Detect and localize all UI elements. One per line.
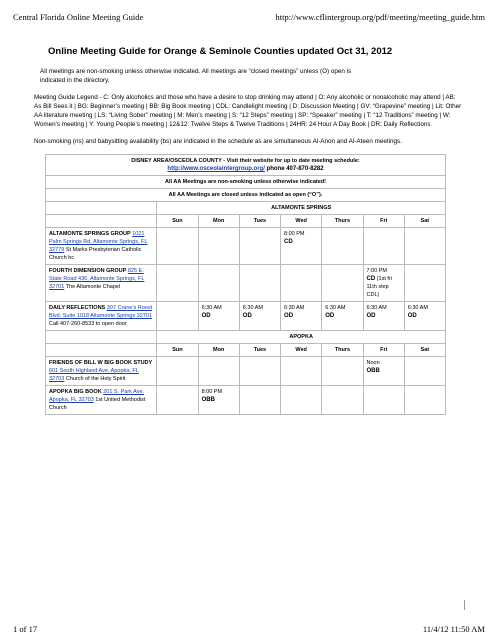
group-location: St Marks Presbyterian Catholic Church hc bbox=[49, 247, 142, 261]
group-info-cell bbox=[46, 386, 157, 415]
group-name: FOURTH DIMENSION GROUP bbox=[49, 268, 127, 274]
meeting-time: 6:30 AM bbox=[242, 305, 263, 311]
meeting-time-cell bbox=[281, 228, 322, 265]
group-location: The Altamonte Chapel bbox=[65, 284, 121, 290]
day-header: Sat bbox=[404, 344, 445, 357]
meeting-time: 7:00 PM bbox=[366, 268, 387, 274]
meeting-type-code: CD bbox=[284, 239, 293, 245]
meeting-time-cell bbox=[322, 228, 363, 265]
group-info-cell bbox=[46, 228, 157, 265]
group-info-cell bbox=[46, 265, 157, 302]
group-name: ALTAMONTE SPRINGS GROUP bbox=[49, 231, 131, 237]
meeting-time-cell bbox=[157, 265, 198, 302]
meeting-type-code: OD bbox=[242, 313, 252, 319]
day-header: Sat bbox=[404, 215, 445, 228]
intro-paragraph bbox=[40, 67, 464, 85]
day-header: Sun bbox=[157, 215, 198, 228]
meeting-type-code: OD bbox=[366, 313, 376, 319]
meeting-time-cell bbox=[239, 228, 280, 265]
banner-row bbox=[46, 155, 446, 176]
meeting-time-cell bbox=[281, 265, 322, 302]
meeting-time-cell bbox=[322, 302, 363, 331]
nonsmoking-notice: All AA Meetings are non-smoking unless otherwise indicated! bbox=[46, 176, 446, 189]
meeting-time-cell bbox=[281, 302, 322, 331]
day-header: Fri bbox=[363, 344, 404, 357]
day-header: Mon bbox=[198, 344, 239, 357]
print-header-url: http://www.cflintergroup.org/pdf/meeting/meeting_guide.htm bbox=[275, 12, 485, 22]
meeting-type-code: CD bbox=[366, 276, 376, 282]
meeting-time-cell bbox=[363, 228, 404, 265]
meeting-time-cell bbox=[198, 302, 239, 331]
meeting-time-cell bbox=[157, 228, 198, 265]
meeting-time: 6:30 AM bbox=[407, 305, 428, 311]
meeting-time-cell bbox=[157, 357, 198, 386]
group-name: FRIENDS OF BILL W BIG BOOK STUDY bbox=[49, 360, 153, 366]
meeting-type-code: OD bbox=[325, 313, 335, 319]
day-header: Thurs bbox=[322, 344, 363, 357]
osceola-phone: phone 407-870-8282 bbox=[266, 166, 324, 172]
group-name: DAILY REFLECTIONS bbox=[49, 305, 106, 311]
meeting-time-cell bbox=[322, 357, 363, 386]
group-location: Church of the Holy Spirit bbox=[65, 376, 126, 382]
meeting-time-cell bbox=[322, 386, 363, 415]
meeting-time-cell bbox=[198, 386, 239, 415]
group-info-cell bbox=[46, 357, 157, 386]
meeting-time-cell bbox=[363, 357, 404, 386]
page-number: 1 of 17 bbox=[13, 624, 38, 634]
area-header-spacer bbox=[46, 202, 157, 215]
day-header: Wed bbox=[281, 344, 322, 357]
meeting-time-cell bbox=[198, 357, 239, 386]
meeting-time-cell bbox=[157, 302, 198, 331]
meeting-time-cell bbox=[239, 357, 280, 386]
meeting-row bbox=[46, 228, 446, 265]
meeting-type-code: OBB bbox=[201, 397, 215, 403]
day-header: Sun bbox=[157, 344, 198, 357]
meeting-time-cell bbox=[404, 228, 445, 265]
intro-line-2: indicated in the directory. bbox=[40, 77, 110, 84]
day-header-row bbox=[46, 215, 446, 228]
meeting-guide-legend: Meeting Guide Legend - C: Only alcoholics and those who have a desire to stop drinking may attend | O: Any alcoholic or nonalcoholic may attend | AB: As Bill Sees it | BG: Beginner’s meeting | BB: Big Book meeting | CDL: Candlelight meeting | D: Discussion Meeting | GV: “Grapevine” meeting | Lit: Other AA literature meeting | LS: “Living Sober” meeting | M: Men’s meeting | S: “12 Steps” meeting | SP: “Speaker” meeting | T: “12 Traditions” meeting | W: Women’s meeting | Y: Young People’s meeting | 12&12: Twelve Steps & Twelve Traditions | 24HR: 24 Hour A Day Book | DR: Daily Reflections bbox=[34, 94, 462, 128]
meeting-time: 6:30 AM bbox=[284, 305, 305, 311]
meeting-time: 6:30 AM bbox=[201, 305, 222, 311]
area-header-spacer bbox=[46, 331, 157, 344]
meeting-time: 8:00 PM bbox=[201, 389, 223, 395]
group-address-link[interactable]: 601 South Highland Ave. Apopka, FL 32703 bbox=[49, 368, 139, 382]
meeting-time: 6:30 AM bbox=[366, 305, 387, 311]
group-name: APOPKA BIG BOOK bbox=[49, 389, 102, 395]
group-address-link[interactable]: 201 S. Park Ave. Apopka, FL 32703 bbox=[49, 389, 145, 403]
meeting-time-cell bbox=[281, 386, 322, 415]
closed-row bbox=[46, 189, 446, 202]
meeting-time-cell bbox=[239, 302, 280, 331]
day-header: Wed bbox=[281, 215, 322, 228]
day-header: Mon bbox=[198, 215, 239, 228]
group-location: Call 407-260-8533 to open door bbox=[49, 321, 127, 327]
day-header: Tues bbox=[239, 215, 280, 228]
meeting-note: (1st fri 11th step CDL) bbox=[366, 276, 392, 298]
meeting-time-cell bbox=[239, 265, 280, 302]
meeting-time: 8:00 PM bbox=[284, 231, 305, 237]
meeting-time: Noon bbox=[366, 360, 380, 366]
area-header-row bbox=[46, 202, 446, 215]
meeting-time-cell bbox=[363, 302, 404, 331]
intro-line-1: All meetings are non-smoking unless otherwise indicated. All meetings are “closed meetings” unless (O) open is bbox=[40, 68, 352, 75]
nonsmoking-note: Non-smoking (ns) and babysitting availability (bs) are indicated in the schedule as are simultaneous Al-Anon and Al-Ateen meetings. bbox=[34, 138, 402, 145]
meeting-type-code: OD bbox=[284, 313, 294, 319]
meeting-time-cell bbox=[404, 265, 445, 302]
meeting-time-cell bbox=[157, 386, 198, 415]
day-header: Tues bbox=[239, 344, 280, 357]
group-info-cell bbox=[46, 302, 157, 331]
meeting-time-cell bbox=[363, 265, 404, 302]
area-heading: APOPKA bbox=[157, 331, 446, 344]
meeting-time-cell bbox=[404, 386, 445, 415]
document-body bbox=[34, 40, 464, 415]
meeting-time-cell bbox=[281, 357, 322, 386]
day-header-spacer bbox=[46, 215, 157, 228]
print-datetime: 11/4/12 11:50 AM bbox=[422, 624, 485, 634]
print-header-title: Central Florida Online Meeting Guide bbox=[13, 12, 144, 22]
day-header: Fri bbox=[363, 215, 404, 228]
meeting-time-cell bbox=[198, 228, 239, 265]
meeting-type-code: OD bbox=[201, 313, 211, 319]
nonsmoking-row bbox=[46, 176, 446, 189]
meeting-time-cell bbox=[322, 265, 363, 302]
meeting-type-code: OD bbox=[407, 313, 417, 319]
area-header-row bbox=[46, 331, 446, 344]
meeting-time-cell bbox=[198, 265, 239, 302]
meeting-time: 6:30 AM bbox=[325, 305, 346, 311]
meeting-schedule-table bbox=[45, 154, 446, 415]
osceola-intergroup-link[interactable]: http://www.osceolaintergroup.org/ bbox=[167, 166, 265, 172]
day-header-spacer bbox=[46, 344, 157, 357]
group-address-link[interactable]: 307 Crane's Roost Blvd. Suite 1018 Altamonte Springs 32701 bbox=[49, 305, 153, 319]
group-address-link[interactable]: 825 E. State Road 436, Altamonte Springs, FL 32701 bbox=[49, 268, 145, 290]
meeting-type-code: OBB bbox=[366, 368, 380, 374]
group-location: 1st United Methodist Church bbox=[49, 397, 146, 411]
closed-notice: All AA Meetings are closed unless indicated as open (“O”). bbox=[46, 189, 446, 202]
meeting-row bbox=[46, 302, 446, 331]
area-heading: ALTAMONTE SPRINGS bbox=[157, 202, 446, 215]
meeting-time-cell bbox=[404, 357, 445, 386]
meeting-time-cell bbox=[363, 386, 404, 415]
osceola-banner-text: DISNEY AREA/OSCEOLA COUNTY - Visit their website for up to date meeting schedule: bbox=[131, 158, 360, 164]
page-title: Online Meeting Guide for Orange & Seminole Counties updated Oct 31, 2012 bbox=[48, 46, 393, 57]
osceola-banner bbox=[46, 155, 446, 176]
group-address-link[interactable]: 1021 Palm Springs Rd, Altamonte Springs, FL 32779 bbox=[49, 231, 148, 253]
meeting-time-cell bbox=[239, 386, 280, 415]
day-header: Thurs bbox=[322, 215, 363, 228]
meeting-row bbox=[46, 265, 446, 302]
meeting-row bbox=[46, 386, 446, 415]
meeting-time-cell bbox=[404, 302, 445, 331]
day-header-row bbox=[46, 344, 446, 357]
page-edge-marker bbox=[464, 600, 467, 610]
meeting-row bbox=[46, 357, 446, 386]
